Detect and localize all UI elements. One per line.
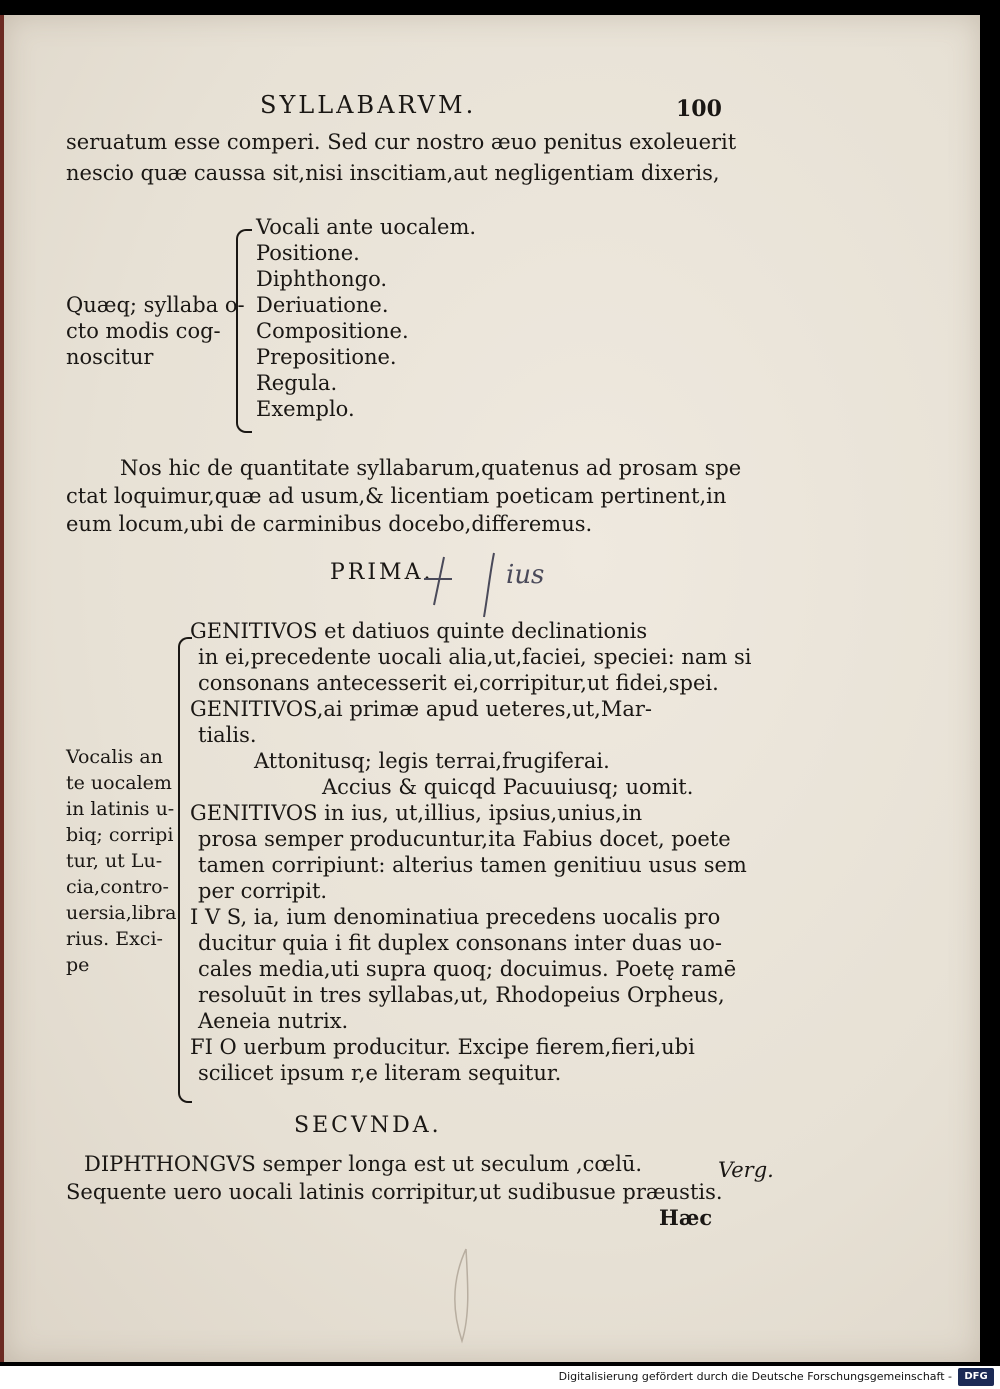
section-line: tialis. — [198, 723, 257, 747]
section-line: Aeneia nutrix. — [198, 1009, 349, 1033]
list-item: Positione. — [256, 241, 360, 265]
intro-line-2: nescio quæ caussa sit,nisi inscitiam,aut negligentiam dixeris, — [66, 161, 720, 185]
list-item: Vocali ante uocalem. — [256, 215, 477, 239]
section-line: ducitur quia i fit duplex consonans inter duas uo- — [198, 931, 722, 955]
section-title-prima: PRIMA. — [330, 560, 434, 585]
margin-note-right: Verg. — [718, 1158, 774, 1182]
section-line: scilicet ipsum r,e literam sequitur. — [198, 1061, 562, 1085]
margin-note-line: biq; corripi — [66, 824, 174, 846]
section-line: cales media,uti supra quoq; docuimus. Poetę ramē — [198, 957, 737, 981]
list-item: Exemplo. — [256, 397, 355, 421]
margin-note-line: cia,contro- — [66, 876, 169, 898]
catchword: Hæc — [659, 1205, 713, 1230]
list-brace — [236, 229, 252, 433]
list-item: Compositione. — [256, 319, 409, 343]
dfg-logo: DFG — [958, 1368, 994, 1386]
section-line: Sequente uero uocali latinis corripitur,ut sudibusue præustis. — [66, 1180, 723, 1204]
section-line: prosa semper producuntur,ita Fabius docet, poete — [198, 827, 731, 851]
list-label-line-1: Quæq; syllaba o- — [66, 293, 245, 317]
book-page — [4, 15, 980, 1362]
handwritten-note: ius — [506, 560, 545, 590]
intro-line-1: seruatum esse comperi. Sed cur nostro æuo penitus exoleuerit — [66, 130, 737, 154]
list-item: Diphthongo. — [256, 267, 388, 291]
paragraph-line-1: Nos hic de quantitate syllabarum,quatenus ad prosam spe — [120, 456, 742, 480]
faint-scribble — [444, 1245, 484, 1345]
section-line: GENITIVOS in ius, ut,illius, ipsius,unius,in — [190, 801, 643, 825]
list-item: Regula. — [256, 371, 338, 395]
margin-note-line: uersia,libra — [66, 902, 177, 924]
section-line: per corripit. — [198, 879, 328, 903]
footer-bar — [0, 1366, 1000, 1389]
section-line: FI O uerbum producitur. Excipe fierem,fieri,ubi — [190, 1035, 695, 1059]
verse-line: Accius & quicqd Pacuuiusq; uomit. — [322, 775, 694, 799]
running-head: SYLLABARVM. — [260, 91, 477, 119]
margin-note-line: tur, ut Lu- — [66, 850, 163, 872]
paragraph-line-2: ctat loquimur,quæ ad usum,& licentiam poeticam pertinent,in — [66, 484, 727, 508]
paragraph-line-3: eum locum,ubi de carminibus docebo,differemus. — [66, 512, 593, 536]
section-line: I V S, ia, ium denominatiua precedens uocalis pro — [190, 905, 721, 929]
list-label-line-3: noscitur — [66, 345, 154, 369]
list-item: Prepositione. — [256, 345, 397, 369]
list-item: Deriuatione. — [256, 293, 389, 317]
verse-line: Attonitusq; legis terrai,frugiferai. — [254, 749, 610, 773]
page-number: 100 — [676, 96, 722, 122]
section-title-secunda: SECVNDA. — [294, 1113, 442, 1138]
section-line: GENITIVOS et datiuos quinte declinationis — [190, 619, 648, 643]
section-line: in ei,precedente uocali alia,ut,faciei, speciei: nam si — [198, 645, 752, 669]
margin-note-line: pe — [66, 954, 90, 976]
section-line: tamen corripiunt: alterius tamen genitiuu usus sem — [198, 853, 747, 877]
section-line: DIPHTHONGVS semper longa est ut seculum ,cœlū. — [84, 1152, 643, 1176]
section-line: GENITIVOS,ai primæ apud ueteres,ut,Mar- — [190, 697, 652, 721]
footer-credit: Digitalisierung gefördert durch die Deutsche Forschungsgemeinschaft - — [558, 1370, 952, 1383]
section-line: resoluūt in tres syllabas,ut, Rhodopeius Orpheus, — [198, 983, 725, 1007]
margin-note-line: rius. Exci- — [66, 928, 163, 950]
margin-note-line: Vocalis an — [66, 746, 163, 768]
margin-note-line: in latinis u- — [66, 798, 175, 820]
list-label-line-2: cto modis cog- — [66, 319, 221, 343]
margin-note-line: te uocalem — [66, 772, 172, 794]
section-line: consonans antecesserit ei,corripitur,ut fidei,spei. — [198, 671, 719, 695]
